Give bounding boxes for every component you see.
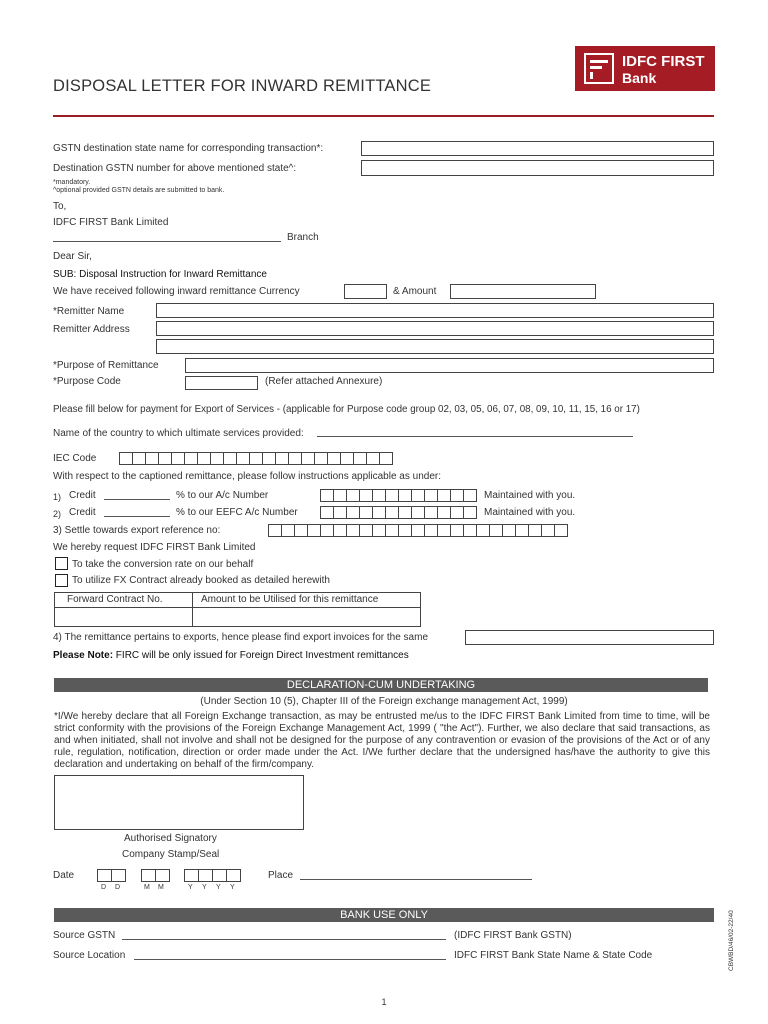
branch-label: Branch bbox=[287, 232, 319, 243]
option2-account-cells[interactable] bbox=[320, 506, 476, 519]
gstn-state-input[interactable] bbox=[361, 141, 714, 156]
date-d2: D bbox=[115, 884, 121, 891]
date-m1: M bbox=[144, 884, 150, 891]
date-label: Date bbox=[53, 870, 75, 881]
gstn-number-input[interactable] bbox=[361, 160, 714, 176]
declaration-subheading: (Under Section 10 (5), Chapter III of the Foreign exchange management Act, 1999) bbox=[200, 696, 568, 707]
date-y1: Y bbox=[188, 884, 193, 891]
country-label: Name of the country to which ultimate services provided: bbox=[53, 428, 304, 439]
remitter-address-input-2[interactable] bbox=[156, 339, 714, 354]
source-location-input[interactable] bbox=[134, 959, 446, 960]
logo-mark-icon bbox=[584, 53, 614, 84]
option1-num: 1) bbox=[53, 492, 62, 502]
place-input[interactable] bbox=[300, 879, 532, 880]
salutation: Dear Sir, bbox=[53, 251, 92, 262]
signature-box[interactable] bbox=[54, 775, 304, 830]
option2-credit: Credit bbox=[69, 507, 96, 518]
option1-text: % to our A/c Number bbox=[176, 490, 269, 501]
date-year-cells[interactable] bbox=[184, 869, 240, 882]
date-y4: Y bbox=[230, 884, 235, 891]
remitter-address-input-1[interactable] bbox=[156, 321, 714, 336]
forward-contract-header: Forward Contract No. bbox=[67, 594, 163, 605]
exports-invoice-text: 4) The remittance pertains to exports, hence please find export invoices for the same bbox=[53, 632, 429, 643]
currency-input[interactable] bbox=[344, 284, 387, 299]
export-invoices-input[interactable] bbox=[465, 630, 714, 645]
fx-contract-table bbox=[54, 592, 421, 627]
purpose-code-input[interactable] bbox=[185, 376, 258, 390]
conversion-rate-checkbox[interactable] bbox=[55, 557, 68, 570]
page-number: 1 bbox=[381, 997, 387, 1007]
amount-input[interactable] bbox=[450, 284, 596, 299]
gstn-number-label: Destination GSTN number for above mentioned state^: bbox=[53, 163, 297, 174]
fx-contract-label: To utilize FX Contract already booked as detailed herewith bbox=[72, 575, 330, 586]
please-note bbox=[53, 650, 409, 662]
export-services-note: Please fill below for payment for Export of Services - (applicable for Purpose code group 02, 03, 05, 06, 07, 08, 09, 10, 11, 15, 16 or 17) bbox=[53, 404, 640, 415]
mandatory-note: *mandatory. bbox=[53, 179, 91, 186]
source-gstn-input[interactable] bbox=[122, 939, 446, 940]
bank-gstn-label: (IDFC FIRST Bank GSTN) bbox=[454, 930, 572, 941]
bank-name: IDFC FIRST Bank Limited bbox=[53, 217, 169, 228]
source-location-label: Source Location bbox=[53, 950, 126, 961]
option1-account-cells[interactable] bbox=[320, 489, 476, 502]
gstn-state-label: GSTN destination state name for corresponding transaction*: bbox=[53, 143, 324, 154]
iec-label: IEC Code bbox=[53, 453, 97, 464]
please-note-label: Please Note: bbox=[53, 650, 114, 661]
annexure-note: (Refer attached Annexure) bbox=[265, 376, 383, 387]
option2-maintained: Maintained with you. bbox=[484, 507, 576, 518]
purpose-input[interactable] bbox=[185, 358, 714, 373]
please-note-text: FIRC will be only issued for Foreign Direct Investment remittances bbox=[113, 650, 409, 661]
state-code-label: IDFC FIRST Bank State Name & State Code bbox=[454, 950, 653, 961]
option2-percent-input[interactable] bbox=[104, 516, 170, 517]
option1-percent-input[interactable] bbox=[104, 499, 170, 500]
conversion-rate-label: To take the conversion rate on our behalf bbox=[72, 559, 254, 570]
page-title: DISPOSAL LETTER FOR INWARD REMITTANCE bbox=[53, 77, 432, 95]
header-rule bbox=[53, 115, 714, 117]
amount-utilised-input[interactable] bbox=[194, 608, 419, 625]
remitter-name-input[interactable] bbox=[156, 303, 714, 318]
option3-text: 3) Settle towards export reference no: bbox=[53, 525, 221, 536]
logo-text-line2: Bank bbox=[622, 70, 657, 86]
instruction-text: With respect to the captioned remittance, please follow instructions applicable as under: bbox=[53, 471, 441, 482]
purpose-code-label: *Purpose Code bbox=[53, 376, 121, 387]
date-d1: D bbox=[101, 884, 107, 891]
iec-code-cells[interactable] bbox=[119, 452, 392, 465]
authorised-signatory-label: Authorised Signatory bbox=[124, 833, 217, 844]
place-label: Place bbox=[268, 870, 294, 881]
logo-text-line1: IDFC FIRST bbox=[622, 53, 705, 70]
company-stamp-label: Company Stamp/Seal bbox=[122, 849, 220, 860]
currency-label: We have received following inward remittance Currency bbox=[53, 286, 300, 297]
amount-utilised-header: Amount to be Utilised for this remittance bbox=[201, 594, 379, 605]
bank-use-header: BANK USE ONLY bbox=[54, 908, 714, 922]
branch-input[interactable] bbox=[53, 241, 281, 242]
optional-note: ^optional provided GSTN details are submitted to bank. bbox=[53, 187, 225, 194]
fx-contract-checkbox[interactable] bbox=[55, 574, 68, 587]
forward-contract-input[interactable] bbox=[56, 608, 191, 625]
date-y2: Y bbox=[202, 884, 207, 891]
declaration-body: *I/We hereby declare that all Foreign Exchange transaction, as may be entrusted me/us to the IDFC FIRST Bank Limited from time to time, will be strict conformity with the provisions of the Foreign Exchange Management Act, 1999 ( "the Act"). Further, we also declare that said transactions, as and when initiated, shall not involve and shall not be designed for the purpose of any contravention or evasion of the provisions of the Act or of any rule, regulation, notification, direction or order made under the Act. I/We further declare that the undersigned has/have the authority to give this declaration and undertaking on behalf of the firm/company. bbox=[54, 711, 710, 770]
remitter-name-label: *Remitter Name bbox=[53, 306, 125, 317]
option2-text: % to our EEFC A/c Number bbox=[176, 507, 298, 518]
date-month-cells[interactable] bbox=[141, 869, 169, 882]
request-label: We hereby request IDFC FIRST Bank Limited bbox=[53, 542, 256, 553]
date-day-cells[interactable] bbox=[97, 869, 125, 882]
country-input[interactable] bbox=[317, 436, 633, 437]
option1-credit: Credit bbox=[69, 490, 96, 501]
source-gstn-label: Source GSTN bbox=[53, 930, 116, 941]
option2-num: 2) bbox=[53, 509, 62, 519]
date-m2: M bbox=[158, 884, 164, 891]
option1-maintained: Maintained with you. bbox=[484, 490, 576, 501]
declaration-header: DECLARATION-CUM UNDERTAKING bbox=[54, 678, 708, 692]
to-label: To, bbox=[53, 201, 67, 212]
bank-logo bbox=[575, 46, 715, 91]
form-code: CBWBD/46/02-22/40 bbox=[728, 910, 735, 971]
date-y3: Y bbox=[216, 884, 221, 891]
export-reference-cells[interactable] bbox=[268, 524, 567, 537]
remitter-address-label: Remitter Address bbox=[53, 324, 130, 335]
subject-line: SUB: Disposal Instruction for Inward Remittance bbox=[53, 269, 267, 280]
amount-label: & Amount bbox=[393, 286, 437, 297]
purpose-label: *Purpose of Remittance bbox=[53, 360, 159, 371]
